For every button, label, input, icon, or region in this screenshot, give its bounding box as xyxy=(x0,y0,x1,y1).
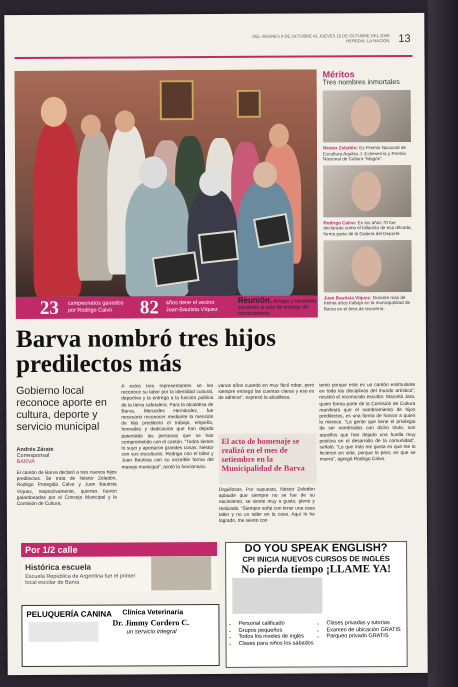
portrait-head xyxy=(351,171,381,211)
dog-illustration xyxy=(28,622,98,642)
sidebar-item-name: Néstor Zeledón: xyxy=(322,145,358,151)
page-number: 13 xyxy=(398,32,411,46)
wall-portrait xyxy=(160,80,194,120)
article-column-2: A estos tres representantes se les reconoce su labor por la identidad cultural, deportiva y la entrega a la función pública de la tierra cafetalera. Para la alcaldesa de Barva, Mercedes Hernández, fue necesario reconocer mediante la mención de hijo predilecto el trabajo, empeño, honradez y dedicación que han dejado patentado las personas que se han comprometido con el cantón. “Todos tienen lo suyo y aportaron grandes cosas. Néstor con sus esculturas, Rodrigo con el billar y Juan Bautista con su increíble forma del manejo municipal”, acotó la funcionaria. xyxy=(121,384,214,471)
portrait-head xyxy=(351,246,381,286)
sidebar-item-text: Es Premio Nacional de Escultura Aquiles J. Echeverría y Premio Nacional de Cultura “Magón”. xyxy=(322,145,407,162)
article-column-1: El cantón de Barva declaró a tres nuevos hijos predilectos. Se trata de Néstor Zeledón, Rodrigo Protegido Calvo y Juan Bautista Víquez, respectivamente, quienes fueron galardonados por el Concejo Municipal y la Comisión de Cultura. xyxy=(16,470,117,508)
portrait-juan xyxy=(323,240,411,292)
caption-title: Reunión. xyxy=(237,295,273,305)
building-photo xyxy=(232,577,322,613)
sidebar-item-name: Rodrigo Calvo: xyxy=(323,220,357,226)
list-item: • Clases privadas y tutorías xyxy=(326,620,410,627)
sidebar-item xyxy=(324,295,414,312)
stat-text-1: campeonatos ganados por Rodrigo Calvo xyxy=(67,300,124,314)
portrait-rodrigo xyxy=(323,165,411,217)
list-item: • Examen de ubicación GRATIS xyxy=(326,626,410,633)
school-photo xyxy=(151,556,211,590)
byline-role: Corresponsal xyxy=(16,452,50,460)
sidebar-subtitle: Tres nombres inmortales xyxy=(322,79,400,87)
ad-vet-slogan: un servicio integral xyxy=(126,629,177,636)
ad-english-list-2 xyxy=(316,620,410,640)
stat-text-2: años tiene el vecino Juan Bautista Víquez xyxy=(165,300,218,313)
article-column-3: varios años cuando en muy fácil robar, pero siempre entregó las cuentas claras y eso es de admirar”, expresó la alcaldesa. xyxy=(218,383,315,402)
caption-text: Amigos y familiares asistieron al acto de entrega del nombramiento. xyxy=(237,298,317,317)
subheadline: Gobierno local reconoce aporte en cultura, deporte y servicio municipal xyxy=(16,384,107,434)
ad-historica-escuela xyxy=(21,542,217,593)
person-head xyxy=(81,115,101,137)
page-header xyxy=(229,33,389,44)
byline-name: Andrés Zárate xyxy=(16,446,54,454)
header-rule xyxy=(14,55,412,59)
ad-vet-title: PELUQUERÍA CANINA xyxy=(26,609,112,619)
ad-tag: Por 1/2 calle xyxy=(21,542,217,557)
sidebar-item-text: Durante más de treinta años trabajó en la municipalidad de Barva en el área de tesorería. xyxy=(323,294,411,312)
person-head xyxy=(41,97,67,127)
sidebar-item xyxy=(323,145,413,162)
byline-place: BARVA xyxy=(16,458,35,466)
person-head xyxy=(269,124,289,148)
main-photo xyxy=(15,69,318,297)
ad-english xyxy=(225,541,408,668)
list-item: • Personal calificado xyxy=(238,620,324,627)
background-edge xyxy=(428,0,458,687)
person-head xyxy=(139,156,167,188)
sidebar-item xyxy=(323,220,413,237)
list-item: • Grupos pequeños xyxy=(238,627,324,634)
person-head xyxy=(253,162,277,188)
ad-english-title: DO YOU SPEAK ENGLISH? xyxy=(244,542,388,555)
headline: Barva nombró tres hijos predilectos más xyxy=(15,324,276,379)
photo-caption xyxy=(238,297,320,316)
header-date: DEL VIERNES 9 DE OCTUBRE AL JUEVES 15 DE OCTUBRE DEL 2009 xyxy=(252,33,390,39)
certificate xyxy=(253,213,292,249)
person-head xyxy=(199,170,223,196)
certificate xyxy=(198,230,239,264)
portrait-head xyxy=(351,96,381,136)
wall-portrait xyxy=(237,90,261,118)
byline xyxy=(17,447,54,465)
ad-veterinaria xyxy=(21,604,219,667)
sidebar-item-text: En los años 70 fue declarado como el billarista de esa década, forma parte de la Galería del Deporte. xyxy=(323,219,412,237)
list-item: • Parqueo privado GRATIS xyxy=(327,633,411,640)
stat-number-2: 82 xyxy=(139,297,159,319)
list-item: • Todos los niveles de inglés xyxy=(239,633,325,640)
sidebar-title: Méritos xyxy=(322,69,355,80)
ad-text: Escuela República de Argentina fue el primer local escolar de Barva xyxy=(25,573,136,587)
highlight-box: El acto de homenaje se realizó en el mes de setiembre en la Municipalidad de Barva xyxy=(218,433,316,484)
certificate xyxy=(152,251,200,287)
person-head xyxy=(115,110,135,132)
sidebar-item-name: Juan Bautista Víquez: xyxy=(323,294,372,300)
ad-title: Histórica escuela xyxy=(25,562,92,573)
stat-number-1: 23 xyxy=(39,297,59,319)
ad-english-call: No pierda tiempo ¡LLAME YA! xyxy=(241,563,391,576)
header-paper: HEREDIA, LA NACIÓN xyxy=(346,38,390,44)
list-item: • Clases para niños los sábados xyxy=(239,640,325,647)
portrait-nestor xyxy=(323,90,411,142)
ad-vet-clinic: Clínica Veterinaria xyxy=(122,609,184,617)
sidebar-meritos xyxy=(323,69,414,312)
article-column-3b: Orgullosos. Por supuesto, Néstor Zeledón aplaude que siempre no se fue de su nacimiento, se siente muy a gusto, pleno y realizado. “Siempre soñé con tener una casa taller y no un taller en la casa. Aquí lo he logrado, me siento con xyxy=(218,487,315,525)
person-woman-red xyxy=(33,121,82,297)
article-column-4: tento porque este es un cantón estimulante en toda las disciplinas del mundo artístico”, recalcó el reconocido escultor. Marcela Jara, quien forma parte de la Comisión de Cultura manifestó que el nombramiento de hijos predilectos, es una forma de honrar a quien lo merece. “La gente que tiene el privilegio de ser nombrados con dicho título, son aquellos que han dejado una huella muy positiva en el desarrollo de la comunidad”, señaló. “Lo que más me gusta es que me lo hicieron en vida, porque lo peor, es que se muera”, agregó Rodrigo Calvo. xyxy=(319,382,416,463)
ad-english-list-1 xyxy=(228,620,324,647)
newspaper-page xyxy=(4,13,427,675)
ad-english-subtitle: CPI INICIA NUEVOS CURSOS DE INGLÉS xyxy=(242,554,390,564)
ad-vet-doctor: Dr. Jimmy Cordero C. xyxy=(112,618,190,628)
